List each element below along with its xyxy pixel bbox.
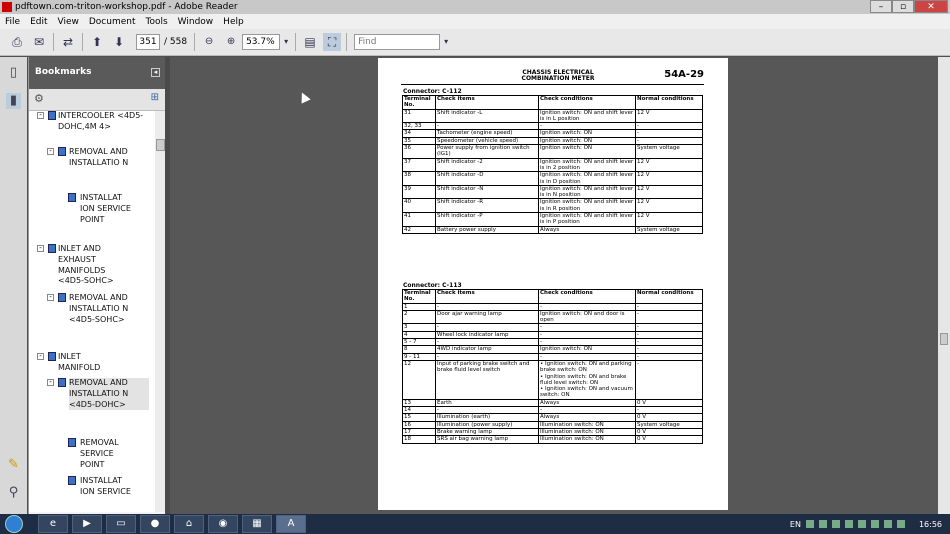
table-cell: 18 <box>403 436 436 443</box>
start-button[interactable] <box>0 514 28 534</box>
bookmarks-header <box>29 57 165 89</box>
bookmark-icon <box>48 352 56 361</box>
volume-icon[interactable] <box>897 520 905 528</box>
menu-tools[interactable]: Tools <box>145 16 168 27</box>
table-row <box>403 109 703 123</box>
table-cell: Always <box>539 414 636 421</box>
table-cell: Ignition switch: ON and shift lever is in D position <box>539 172 636 186</box>
table-cell: - <box>436 324 539 331</box>
bookmarks-icon[interactable]: ▮ <box>6 93 21 109</box>
table-row <box>403 414 703 421</box>
table-cell: - <box>636 360 703 399</box>
toolbar-separator <box>295 33 296 51</box>
scroll-thumb[interactable] <box>940 333 948 345</box>
table-cell: Shift indicator -N <box>436 185 539 199</box>
next-page-icon[interactable]: ⬇ <box>113 35 125 49</box>
table-cell: Shift indicator -P <box>436 213 539 227</box>
table-row <box>403 226 703 233</box>
toolbar-separator <box>194 33 195 51</box>
network-icon[interactable] <box>884 520 892 528</box>
bookmark-item[interactable]: INSTALLAT ION SERVICE <box>80 476 131 496</box>
firefox-icon[interactable]: ● <box>140 515 170 533</box>
section-title: CHASSIS ELECTRICAL <box>522 69 594 76</box>
table-cell: 0 V <box>636 414 703 421</box>
file-explorer-icon[interactable]: ▭ <box>106 515 136 533</box>
network-app-icon[interactable]: ⌂ <box>174 515 204 533</box>
table-cell: 31 <box>403 109 436 123</box>
column-header: Normal conditions <box>636 290 703 304</box>
adobe-reader-taskbar-icon[interactable]: A <box>276 515 306 533</box>
table-cell: Ignition switch: ON <box>539 130 636 137</box>
window-title: pdftown.com-triton-workshop.pdf - Adobe Reader <box>15 2 238 12</box>
table-cell: Always <box>539 399 636 406</box>
collapse-icon[interactable]: - <box>47 294 54 301</box>
table-cell: - <box>636 353 703 360</box>
table-cell: Input of parking brake switch and brake fluid level switch <box>436 360 539 399</box>
table-cell: - <box>636 303 703 310</box>
table-cell: Ignition switch: ON and shift lever is in P position <box>539 213 636 227</box>
menu-view[interactable]: View <box>57 16 79 27</box>
bookmark-icon <box>58 378 66 387</box>
shield-icon[interactable] <box>858 520 866 528</box>
table-cell: - <box>636 310 703 324</box>
menu-document[interactable]: Document <box>88 16 136 27</box>
table-cell: - <box>539 123 636 130</box>
toolbar-separator <box>82 33 83 51</box>
table-cell: Illumination switch: ON <box>539 428 636 435</box>
table-row <box>403 185 703 199</box>
clock[interactable]: 16:56 <box>918 519 942 529</box>
options-gear-icon[interactable]: ⚙ <box>34 92 44 105</box>
table-cell: 36 <box>403 145 436 159</box>
bookmark-item[interactable]: REMOVAL AND INSTALLATIO N <box>69 147 129 167</box>
tray-icon[interactable] <box>871 520 879 528</box>
table-cell: 5 - 7 <box>403 339 436 346</box>
section-subtitle: COMBINATION METER <box>521 75 595 82</box>
language-indicator[interactable]: EN <box>789 519 801 529</box>
bookmarks-tree <box>29 111 155 512</box>
bookmark-icon <box>48 111 56 120</box>
table-cell: 12 V <box>636 199 703 213</box>
menu-bar <box>0 14 950 29</box>
table-row <box>403 310 703 324</box>
table-row <box>403 399 703 406</box>
table-cell: Speedometer (vehicle speed) <box>436 137 539 144</box>
table-cell: Illumination (power supply) <box>436 421 539 428</box>
table-cell: - <box>636 339 703 346</box>
document-scrollbar[interactable] <box>938 57 950 514</box>
column-header: Terminal No. <box>403 96 436 110</box>
table-cell: Illumination switch: ON <box>539 421 636 428</box>
scroll-thumb[interactable] <box>156 139 165 151</box>
table-row <box>403 331 703 338</box>
table-row <box>403 360 703 399</box>
table-row <box>403 339 703 346</box>
collapse-icon[interactable]: - <box>37 112 44 119</box>
table-cell: 14 <box>403 407 436 414</box>
table-cell: Brake warning lamp <box>436 428 539 435</box>
page-header <box>478 70 638 82</box>
new-bookmark-icon[interactable]: ⊞ <box>150 92 159 103</box>
table-cell: - <box>436 407 539 414</box>
table-cell: - <box>539 353 636 360</box>
table-cell: 12 V <box>636 213 703 227</box>
table-cell: 35 <box>403 137 436 144</box>
table-cell: Illumination (earth) <box>436 414 539 421</box>
table-cell: - <box>636 407 703 414</box>
table-row <box>403 123 703 130</box>
table-cell: - <box>636 331 703 338</box>
tray-icon[interactable] <box>806 520 814 528</box>
table-cell: Wheel lock indicator lamp <box>436 331 539 338</box>
table-cell: Ignition switch: ON and shift lever is in R position <box>539 199 636 213</box>
menu-help[interactable]: Help <box>223 16 244 27</box>
header-rule <box>401 84 704 85</box>
menu-file[interactable]: File <box>5 16 21 27</box>
fit-page-icon[interactable]: ▤ <box>304 35 316 49</box>
table-cell: 37 <box>403 158 436 172</box>
page-total: / 558 <box>164 37 188 47</box>
table-cell: - <box>539 331 636 338</box>
bookmark-icon <box>48 244 56 253</box>
windows-logo-icon <box>5 515 23 533</box>
tray-icon[interactable] <box>819 520 827 528</box>
bookmark-icon <box>68 476 76 485</box>
table-row <box>403 353 703 360</box>
toolbar-separator <box>346 33 347 51</box>
print-icon[interactable]: ⎙ <box>12 35 22 49</box>
table-header-row <box>403 290 703 304</box>
table-cell: 39 <box>403 185 436 199</box>
fit-width-icon[interactable]: ⛶ <box>323 33 341 51</box>
condition-item: • Ignition switch: ON and vacuum switch: ON <box>540 386 634 399</box>
table-cell: Shift indicator -L <box>436 109 539 123</box>
zoom-level-input[interactable]: 53.7% <box>242 34 280 50</box>
table-cell: Power supply from ignition switch (IG1) <box>436 145 539 159</box>
table-row <box>403 436 703 443</box>
zoom-in-icon[interactable]: ⊕ <box>226 36 236 47</box>
table-row <box>403 428 703 435</box>
column-header: Check conditions <box>539 96 636 110</box>
adobe-reader-icon <box>2 2 12 12</box>
table-row <box>403 324 703 331</box>
table-cell: 15 <box>403 414 436 421</box>
collapse-icon[interactable]: - <box>37 353 44 360</box>
pages-icon[interactable]: ▯ <box>9 65 18 80</box>
internet-explorer-icon[interactable]: e <box>38 515 68 533</box>
table-cell: 40 <box>403 199 436 213</box>
collapse-icon[interactable]: - <box>37 245 44 252</box>
table-cell: 1 <box>403 303 436 310</box>
table-cell <box>539 360 636 399</box>
bookmark-icon <box>68 193 76 202</box>
table-cell: SRS air bag warning lamp <box>436 436 539 443</box>
table-cell: 34 <box>403 130 436 137</box>
toolbar-separator <box>53 33 54 51</box>
table-row <box>403 407 703 414</box>
minimize-button[interactable]: – <box>870 0 892 13</box>
close-button[interactable]: ✕ <box>914 0 948 13</box>
table-cell: - <box>436 123 539 130</box>
table-row <box>403 346 703 353</box>
conditions-list <box>540 361 634 399</box>
menu-edit[interactable]: Edit <box>30 16 48 27</box>
table-row <box>403 213 703 227</box>
table-cell: Door ajar warning lamp <box>436 310 539 324</box>
bookmarks-title: Bookmarks <box>35 67 92 77</box>
table-row <box>403 145 703 159</box>
toolbar <box>0 29 950 56</box>
bookmark-item[interactable]: INSTALLAT ION SERVICE POINT <box>80 193 131 224</box>
spreadsheet-app-icon[interactable]: ▦ <box>242 515 272 533</box>
bookmarks-panel <box>28 57 165 514</box>
tray-icon[interactable] <box>845 520 853 528</box>
table-cell: - <box>636 130 703 137</box>
title-bar <box>0 0 950 14</box>
table-cell: 4 <box>403 331 436 338</box>
table-cell: - <box>636 346 703 353</box>
table-cell: - <box>539 407 636 414</box>
table-cell: Battery power supply <box>436 226 539 233</box>
table-cell: Tachometer (engine speed) <box>436 130 539 137</box>
bookmark-item[interactable]: INTERCOOLER <4D5-DOHC,4M 4> <box>58 111 144 131</box>
table-cell: Ignition switch: ON and shift lever is in N position <box>539 185 636 199</box>
table-row <box>403 137 703 144</box>
chrome-icon[interactable]: ◉ <box>208 515 238 533</box>
table-row <box>403 130 703 137</box>
table-cell: 9 - 11 <box>403 353 436 360</box>
bookmark-icon <box>58 293 66 302</box>
comments-icon[interactable]: ✎ <box>8 457 19 472</box>
table-cell: 42 <box>403 226 436 233</box>
table-cell: - <box>436 303 539 310</box>
bookmark-item[interactable]: INLET MANIFOLD <box>58 352 101 372</box>
table-row <box>403 158 703 172</box>
table-cell: 12 V <box>636 172 703 186</box>
condition-item: • Ignition switch: ON and brake fluid level switch: ON <box>540 374 634 387</box>
table-cell: Ignition switch: ON <box>539 137 636 144</box>
table-cell: 0 V <box>636 436 703 443</box>
column-header: Check conditions <box>539 290 636 304</box>
table-cell: 12 V <box>636 109 703 123</box>
table-row <box>403 199 703 213</box>
system-tray <box>784 514 942 534</box>
table-cell: 8 <box>403 346 436 353</box>
pdf-page <box>378 58 728 510</box>
collapse-icon[interactable]: - <box>47 379 54 386</box>
table-cell: Shift indicator -R <box>436 199 539 213</box>
table-cell: - <box>436 353 539 360</box>
table-cell: Illumination switch: ON <box>539 436 636 443</box>
table-row <box>403 172 703 186</box>
table-cell: Ignition switch: ON and shift lever is in L position <box>539 109 636 123</box>
table-cell: Shift indicator -2 <box>436 158 539 172</box>
table-cell: 32, 33 <box>403 123 436 130</box>
table-cell: System voltage <box>636 145 703 159</box>
media-player-icon[interactable]: ▶ <box>72 515 102 533</box>
table-cell: - <box>436 339 539 346</box>
column-header: Check items <box>436 290 539 304</box>
table-cell: 17 <box>403 428 436 435</box>
table-cell: Ignition switch: ON <box>539 346 636 353</box>
connector-label: Connector: C-112 <box>403 88 462 95</box>
table-cell: 0 V <box>636 399 703 406</box>
table-cell: Always <box>539 226 636 233</box>
tray-icon[interactable] <box>832 520 840 528</box>
table-cell: 41 <box>403 213 436 227</box>
bookmarks-options-bar <box>29 89 165 111</box>
table-cell: System voltage <box>636 226 703 233</box>
maximize-button[interactable]: ▫ <box>892 0 914 13</box>
menu-window[interactable]: Window <box>177 16 214 27</box>
table-cell: - <box>539 303 636 310</box>
table-cell: Shift indicator -D <box>436 172 539 186</box>
table-cell: 38 <box>403 172 436 186</box>
table-cell: 12 V <box>636 185 703 199</box>
connector-label: Connector: C-113 <box>403 282 462 289</box>
navigation-strip <box>0 57 27 514</box>
collapse-panel-icon[interactable]: ◂ <box>151 68 160 77</box>
condition-item: • Ignition switch: ON and parking brake switch: ON <box>540 361 634 374</box>
table-cell: - <box>539 339 636 346</box>
page-number-input[interactable]: 351 <box>136 34 160 50</box>
page-code: 54A-29 <box>664 69 704 80</box>
connector-c113-table <box>402 289 703 444</box>
connector-c112-table <box>402 95 703 234</box>
table-cell: - <box>636 123 703 130</box>
table-row <box>403 421 703 428</box>
previous-page-icon[interactable]: ⬆ <box>91 35 103 49</box>
bookmark-icon <box>68 438 76 447</box>
taskbar <box>0 514 950 534</box>
table-cell: 12 V <box>636 158 703 172</box>
bookmark-icon <box>58 147 66 156</box>
table-cell: - <box>636 324 703 331</box>
table-cell: Ignition switch: ON <box>539 145 636 159</box>
table-cell: - <box>539 324 636 331</box>
table-header-row <box>403 96 703 110</box>
share-icon[interactable]: ⇄ <box>62 35 74 49</box>
column-header: Check items <box>436 96 539 110</box>
table-cell: 4WD indicator lamp <box>436 346 539 353</box>
table-cell: 13 <box>403 399 436 406</box>
table-cell: 16 <box>403 421 436 428</box>
table-cell: Ignition switch: ON and door is open <box>539 310 636 324</box>
zoom-dropdown-icon[interactable]: ▾ <box>284 37 289 46</box>
table-cell: 12 <box>403 360 436 399</box>
create-pdf-icon[interactable]: ✉ <box>33 35 45 49</box>
zoom-out-icon[interactable]: ⊖ <box>204 36 214 47</box>
window-controls <box>870 0 948 13</box>
table-cell: - <box>636 137 703 144</box>
table-cell: 2 <box>403 310 436 324</box>
table-cell: 0 V <box>636 428 703 435</box>
table-cell: System voltage <box>636 421 703 428</box>
table-cell: Ignition switch: ON and shift lever is in 2 position <box>539 158 636 172</box>
table-cell: Earth <box>436 399 539 406</box>
collapse-icon[interactable]: - <box>47 148 54 155</box>
bookmark-item[interactable]: REMOVAL SERVICE POINT <box>80 438 119 469</box>
column-header: Normal conditions <box>636 96 703 110</box>
table-cell: 3 <box>403 324 436 331</box>
bookmark-item[interactable]: INLET AND EXHAUST MANIFOLDS <4D5-SOHC> <box>58 244 114 286</box>
bookmark-item-selected[interactable]: REMOVAL AND INSTALLATIO N <4D5-DOHC> <box>69 378 149 410</box>
attachments-icon[interactable]: ⚲ <box>8 485 19 500</box>
bookmark-item[interactable]: REMOVAL AND INSTALLATIO N <4D5-SOHC> <box>69 293 129 324</box>
find-input[interactable]: Find <box>354 34 440 50</box>
column-header: Terminal No. <box>403 290 436 304</box>
find-dropdown-icon[interactable]: ▾ <box>444 37 449 46</box>
table-row <box>403 303 703 310</box>
